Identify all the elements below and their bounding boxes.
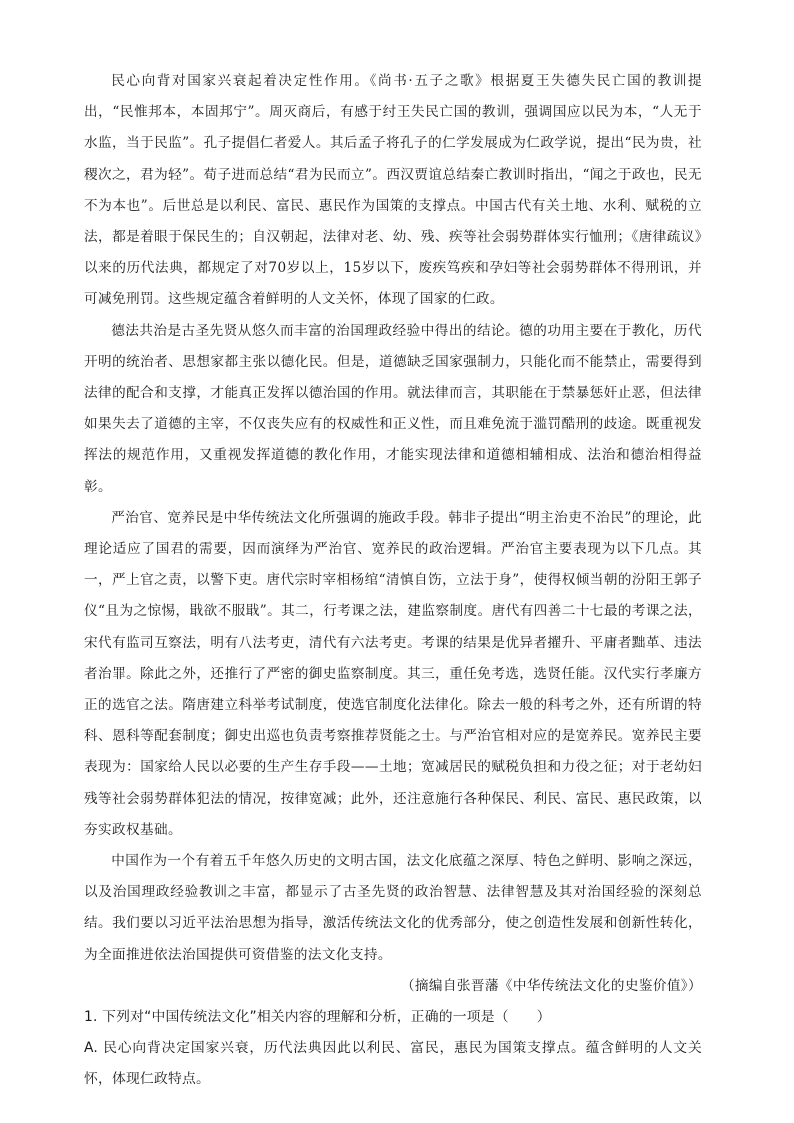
question-option-a: A. 民心向背决定国家兴衰，历代法典因此以利民、富民，惠民为国策支撑点。蕴含鲜明的人文关怀，体现仁政特点。: [84, 1039, 702, 1087]
article-paragraph-2: 德法共治是古圣先贤从悠久而丰富的治国理政经验中得出的结论。德的功用主要在于教化，历代开明的统治者、思想家都主张以德化民。但是，道德缺乏国家强制力，只能化而不能禁止，需要得到法律的配合和支撑，才能真正发挥以德治国的作用。就法律而言，其职能在于禁暴惩奸止恶，但法律如果失去了道德的主宰，不仅丧失应有的权威性和正义性，而且难免流于滥罚酷刑的歧途。既重视发挥法的规范作用，又重视发挥道德的教化作用，才能实现法律和道德相辅相成、法治和德治相得益彰。: [84, 322, 702, 495]
question-block: [84, 1002, 702, 1095]
article-body: [84, 66, 702, 971]
article-paragraph-4: 中国作为一个有着五千年悠久历史的文明古国，法文化底蕴之深厚、特色之鲜明、影响之深远，以及治国理政经验教训之丰富，都显示了古圣先贤的政治智慧、法律智慧及其对治国经验的深刻总结。我们要以习近平法治思想为指导，激活传统法文化的优秀部分，使之创造性发展和创新性转化，为全面推进依法治国提供可资借鉴的法文化支持。: [84, 853, 702, 963]
article-source: （摘编自张晋藩《中华传统法文化的史鉴价值》）: [400, 977, 702, 994]
article-paragraph-3: 严治官、宽养民是中华传统法文化所强调的施政手段。韩非子提出“明主治吏不治民”的理论，此理论适应了国君的需要，因而演绎为严治官、宽养民的政治逻辑。严治官主要表现为以下几点。其一，严上官之责，以警下吏。唐代宗时宰相杨绾“清慎自饬，立法于身”，使得权倾当朝的汾阳王郭子仪“且为之惊惕，戢欲不服戢”。其二，行考课之法，建监察制度。唐代有四善二十七最的考课之法，宋代有监司互察法，明有八法考吏，清代有六法考吏。考课的结果是优异者擢升、平庸者黜革、违法者治罪。除此之外，还推行了严密的御史监察制度。其三，重任免考选，选贤任能。汉代实行孝廉方正的选官之法。隋唐建立科举考试制度，使选官制度化法律化。除去一般的科考之外，还有所谓的特科、恩科等配套制度；御史出巡也负责考察推荐贤能之士。与严治官相对应的是宽养民。宽养民主要表现为：国家给人民以必要的生产生存手段——土地；宽减居民的赋税负担和力役之征；对于老幼妇残等社会弱势群体犯法的情况，按律宽减；此外，还注意施行各种保民、利民、富民、惠民政策，以夯实政权基础。: [84, 509, 702, 838]
question-stem: 1. 下列对“中国传统法文化”相关内容的理解和分析，正确的一项是（ ）: [84, 1008, 551, 1025]
article-paragraph-1: 民心向背对国家兴衰起着决定性作用。《尚书·五子之歌》根据夏王失德失民亡国的教训提出，“民惟邦本，本固邦宁”。周灭商后，有感于纣王失民亡国的教训，强调国应以民为本，“人无于水监，当于民监”。孔子提倡仁者爱人。其后孟子将孔子的仁学发展成为仁政学说，提出“民为贵，社稷次之，君为轻”。荀子进而总结“君为民而立”。西汉贾谊总结秦亡教训时指出，“闻之于政也，民无不为本也”。后世总是以利民、富民、惠民作为国策的支撑点。中国古代有关土地、水利、赋税的立法，都是着眼于保民生的；自汉朝起，法律对老、幼、残、疾等社会弱势群体实行恤刑；《唐律疏议》以来的历代法典，都规定了对70岁以上，15岁以下，废疾笃疾和孕妇等社会弱势群体不得刑讯，并可减免刑罚。这些规定蕴含着鲜明的人文关怀，体现了国家的仁政。: [84, 73, 702, 308]
